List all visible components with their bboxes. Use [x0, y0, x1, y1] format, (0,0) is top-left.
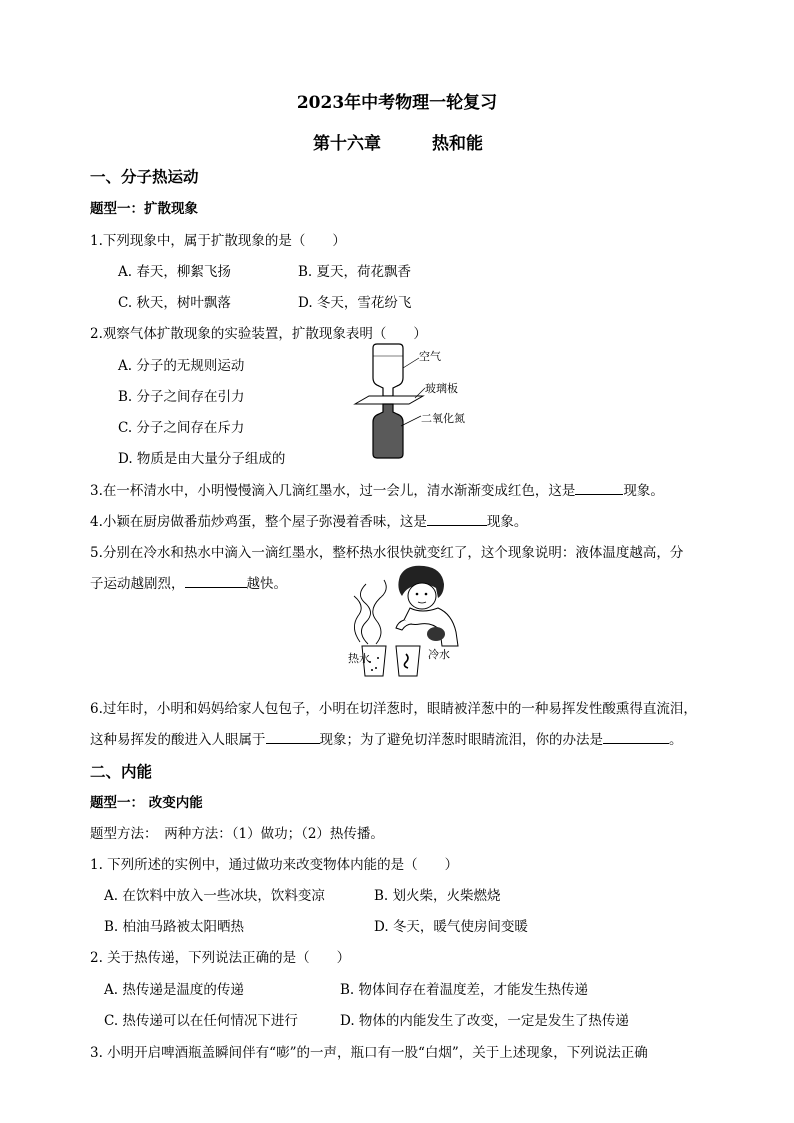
q1-option-b: B. 夏天，荷花飘香: [298, 264, 412, 280]
answer-blank[interactable]: [427, 511, 487, 526]
answer-blank[interactable]: [603, 729, 669, 744]
q1-option-c: C. 秋天，树叶飘落: [118, 295, 231, 311]
diffusion-apparatus-figure: [345, 342, 485, 460]
question-type-heading: 题型一： 改变内能: [90, 795, 203, 811]
figure-label-no2: 二氧化氮: [421, 412, 465, 425]
question-method: 题型方法： 两种方法：（1）做功；（2）热传播。: [90, 826, 384, 842]
section-heading-2: 二、内能: [90, 762, 153, 781]
question-3: [90, 479, 664, 499]
q2-option-b: B. 分子之间存在引力: [118, 389, 245, 405]
figure-label-cold-water: 冷水: [428, 648, 450, 661]
q1-option-a: A. 春天，柳絮飞扬: [118, 264, 231, 280]
q2-option-c: C. 分子之间存在斥力: [118, 420, 245, 436]
question-3-text: 3.在一杯清水中，小明慢慢滴入几滴红墨水，过一会儿，清水渐渐变成红色，这是: [90, 483, 576, 499]
diffusion-apparatus-drawing: [345, 342, 485, 460]
question-5-line-1: 5.分别在冷水和热水中滴入一滴红墨水，整杯热水很快就变红了，这个现象说明：液体温度越高，分: [90, 545, 684, 561]
s2-q1-option-b: B. 划火柴，火柴燃烧: [374, 888, 501, 904]
question-type-heading: 题型一：扩散现象: [90, 201, 198, 217]
s2-q1-option-a: A. 在饮料中放入一些冰块，饮料变凉: [104, 888, 325, 904]
chapter-name: 热和能: [432, 134, 483, 154]
q1-option-d: D. 冬天，雪花纷飞: [298, 295, 412, 311]
question-5-suffix: 越快。: [246, 576, 287, 592]
s2-q2-option-a: A. 热传递是温度的传递: [104, 982, 244, 998]
answer-blank[interactable]: [575, 480, 623, 495]
q2-option-d: D. 物质是由大量分子组成的: [118, 451, 286, 467]
s2-question-2-stem: 2. 关于热传递，下列说法正确的是（ ）: [90, 950, 351, 966]
question-4-text: 4.小颖在厨房做番茄炒鸡蛋，整个屋子弥漫着香味，这是: [90, 514, 427, 530]
s2-q2-option-b: B. 物体间存在着温度差，才能发生热传递: [340, 982, 589, 998]
question-4-suffix: 现象。: [486, 514, 528, 530]
figure-label-hot-water: 热水: [348, 652, 370, 665]
page-title: 2023年中考物理一轮复习: [296, 93, 498, 113]
question-3-suffix: 现象。: [623, 483, 664, 499]
question-5-text: 子运动越剧烈，: [90, 576, 185, 592]
q2-option-a: A. 分子的无规则运动: [118, 358, 245, 374]
question-6-middle: 现象；为了避免切洋葱时眼睛流泪，你的办法是: [319, 732, 603, 748]
question-6-suffix: 。: [669, 732, 683, 748]
s2-q1-option-d: D. 冬天，暖气使房间变暖: [374, 919, 528, 935]
question-1-stem: 1.下列现象中，属于扩散现象的是（ ）: [90, 233, 346, 249]
question-6-line-1: 6.过年时，小明和妈妈给家人包包子，小明在切洋葱时，眼睛被洋葱中的一种易挥发性酸熏得直流泪，: [90, 701, 697, 717]
s2-question-1-stem: 1. 下列所述的实例中，通过做功来改变物体内能的是（ ）: [90, 857, 459, 873]
question-5-line-2: [90, 572, 287, 592]
s2-q2-option-c: C. 热传递可以在任何情况下进行: [104, 1013, 298, 1029]
s2-question-3-stem: 3. 小明开启啤酒瓶盖瞬间伴有“嘭”的一声，瓶口有一股“白烟”，关于上述现象，下列说法正确: [90, 1045, 648, 1061]
question-4: [90, 510, 527, 530]
chapter-number: 第十六章: [313, 134, 381, 154]
answer-blank[interactable]: [185, 573, 247, 588]
s2-q2-option-d: D. 物体的内能发生了改变，一定是发生了热传递: [340, 1013, 629, 1029]
section-heading-1: 一、分子热运动: [90, 167, 199, 186]
hot-cold-water-figure: [346, 562, 468, 678]
figure-label-air: 空气: [419, 350, 441, 363]
answer-blank[interactable]: [266, 729, 320, 744]
question-2-stem: 2.观察气体扩散现象的实验装置，扩散现象表明（ ）: [90, 326, 427, 342]
s2-q1-option-c: B. 柏油马路被太阳晒热: [104, 919, 245, 935]
question-6-text: 这种易挥发的酸进入人眼属于: [90, 732, 266, 748]
question-6-line-2: [90, 728, 683, 748]
figure-label-glass-plate: 玻璃板: [425, 382, 458, 395]
